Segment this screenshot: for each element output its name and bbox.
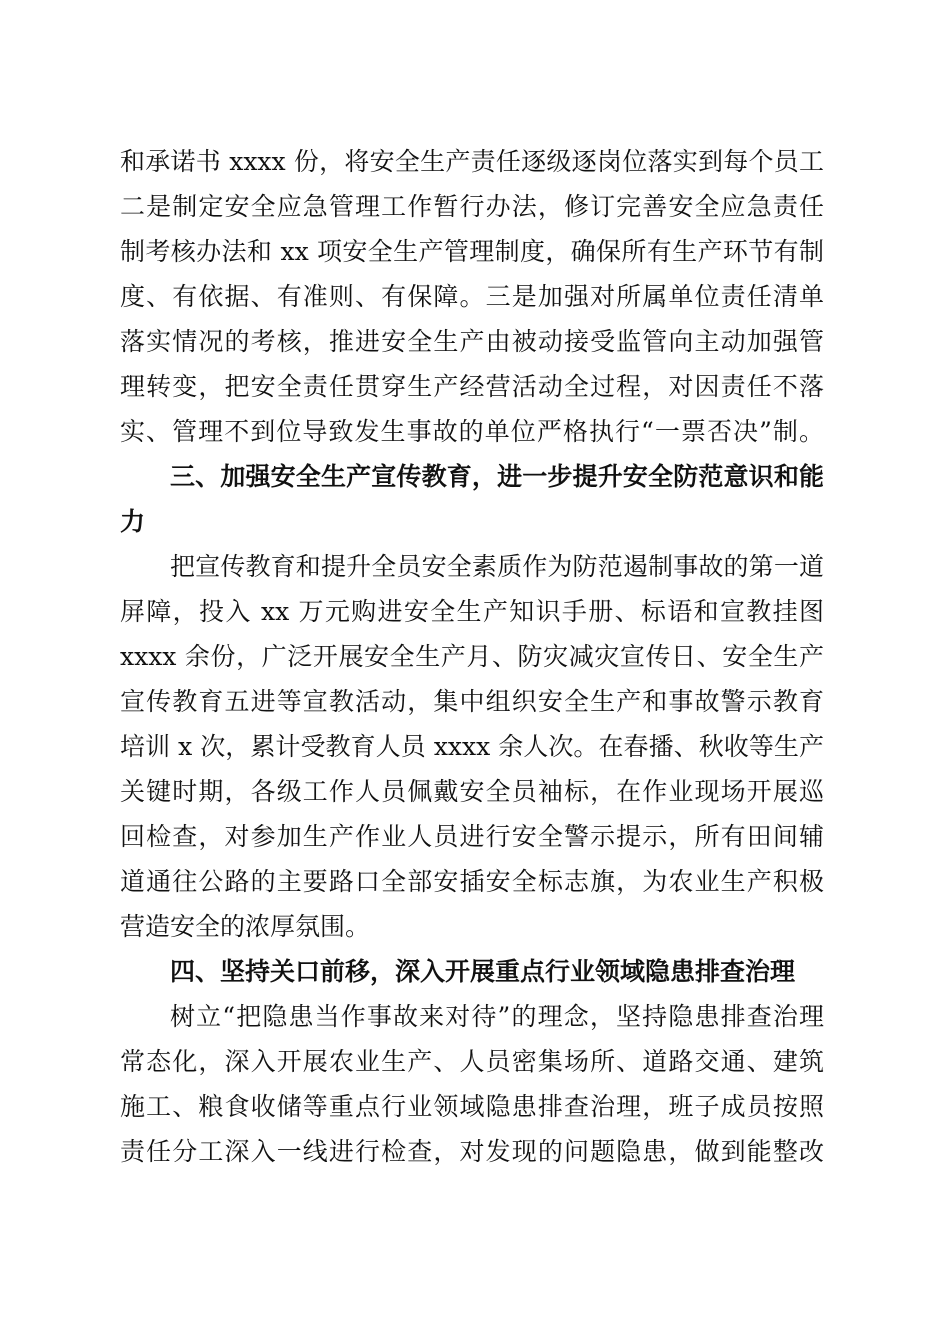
body-line: 和承诺书 xxxx 份，将安全生产责任逐级逐岗位落实到每个员工 <box>120 147 824 176</box>
body-line: 制考核办法和 xx 项安全生产管理制度，确保所有生产环节有制 <box>120 237 824 266</box>
body-line: 度、有依据、有准则、有保障。三是加强对所属单位责任清单 <box>120 282 824 311</box>
body-line: 施工、粮食收储等重点行业领域隐患排查治理，班子成员按照 <box>120 1092 824 1121</box>
body-line: 屏障，投入 xx 万元购进安全生产知识手册、标语和宣教挂图 <box>120 597 824 626</box>
body-line: 宣传教育五进等宣教活动，集中组织安全生产和事故警示教育 <box>120 687 824 716</box>
section-heading-3-continued: 力 <box>120 507 146 536</box>
body-line: 培训 x 次，累计受教育人员 xxxx 余人次。在春播、秋收等生产 <box>120 732 824 761</box>
body-line: 道通往公路的主要路口全部安插安全标志旗，为农业生产积极 <box>120 867 824 896</box>
body-line: 把宣传教育和提升全员安全素质作为防范遏制事故的第一道 <box>170 552 824 581</box>
body-line: 落实情况的考核，推进安全生产由被动接受监管向主动加强管 <box>120 327 824 356</box>
body-line: 理转变，把安全责任贯穿生产经营活动全过程，对因责任不落 <box>120 372 824 401</box>
body-line: 关键时期，各级工作人员佩戴安全员袖标，在作业现场开展巡 <box>120 777 824 806</box>
section-heading-3: 三、加强安全生产宣传教育，进一步提升安全防范意识和能 <box>170 462 824 491</box>
body-line: 二是制定安全应急管理工作暂行办法，修订完善安全应急责任 <box>120 192 824 221</box>
body-line: xxxx 余份，广泛开展安全生产月、防灾减灾宣传日、安全生产 <box>120 642 824 671</box>
body-line: 营造安全的浓厚氛围。 <box>120 912 371 941</box>
body-line: 常态化，深入开展农业生产、人员密集场所、道路交通、建筑 <box>120 1047 824 1076</box>
body-line: 实、管理不到位导致发生事故的单位严格执行“一票否决”制。 <box>120 417 824 446</box>
body-line: 树立“把隐患当作事故来对待”的理念，坚持隐患排查治理 <box>170 1002 824 1031</box>
body-line: 责任分工深入一线进行检查，对发现的问题隐患，做到能整改 <box>120 1137 824 1166</box>
body-line: 回检查，对参加生产作业人员进行安全警示提示，所有田间辅 <box>120 822 824 851</box>
section-heading-4: 四、坚持关口前移，深入开展重点行业领域隐患排查治理 <box>170 957 796 986</box>
